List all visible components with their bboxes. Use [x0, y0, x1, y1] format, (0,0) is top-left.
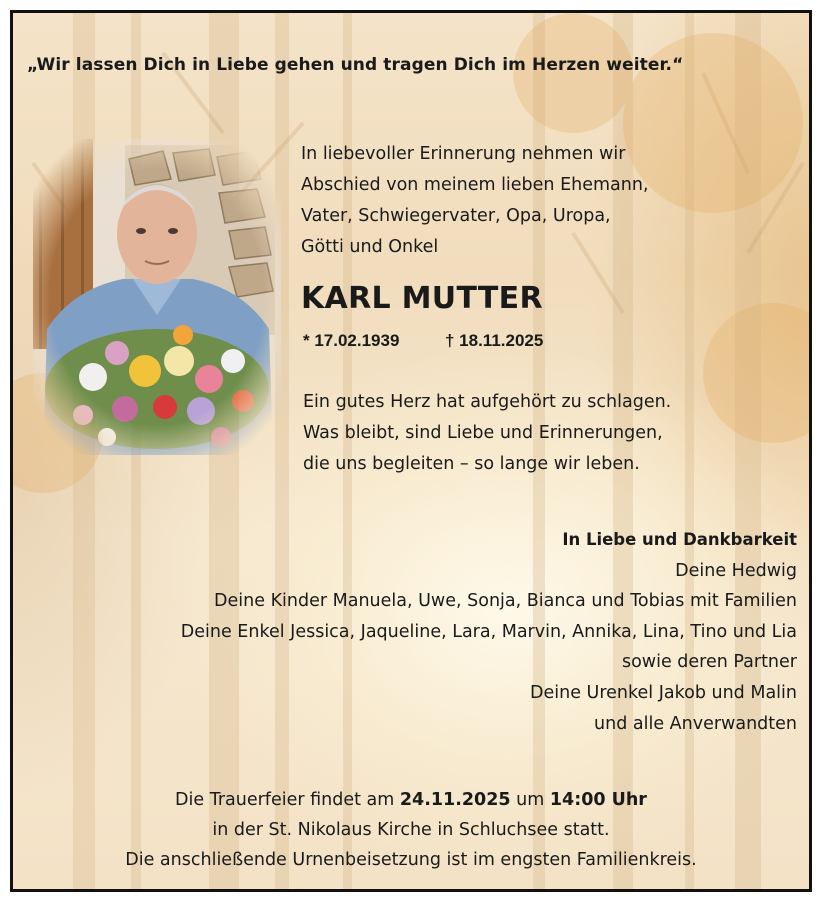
signer-line: Deine Enkel Jessica, Jaqueline, Lara, Marvin, Annika, Lina, Tino und Lia — [180, 621, 797, 642]
service-date: 24.11.2025 — [399, 790, 511, 810]
heart-line: Ein gutes Herz hat aufgehört zu schlagen. — [303, 392, 672, 412]
heart-line: Was bleibt, sind Liebe und Erinnerungen, — [303, 423, 663, 443]
birth-date: * 17.02.1939 — [303, 331, 400, 350]
signer-line: und alle Anverwandten — [594, 713, 797, 734]
memorial-quote: „Wir lassen Dich in Liebe gehen und tragen Dich im Herzen weiter.“ — [27, 55, 684, 75]
funeral-service-info — [13, 785, 809, 875]
heart-line: die uns begleiten – so lange wir leben. — [303, 454, 640, 474]
service-text: Die Trauerfeier findet am — [175, 790, 400, 810]
service-line-1 — [13, 785, 809, 815]
service-text: um — [510, 790, 550, 810]
intro-line: Vater, Schwiegervater, Opa, Uropa, — [301, 206, 611, 226]
intro-line: Götti und Onkel — [301, 237, 439, 257]
intro-line: Abschied von meinem lieben Ehemann, — [301, 175, 649, 195]
intro-line: In liebevoller Erinnerung nehmen wir — [301, 144, 626, 164]
service-time: 14:00 Uhr — [549, 790, 647, 810]
signer-line: sowie deren Partner — [621, 652, 797, 673]
signer-line: Deine Urenkel Jakob und Malin — [530, 682, 797, 703]
signer-line: Deine Hedwig — [675, 560, 797, 581]
mourners-list — [181, 525, 797, 739]
signoff-heading: In Liebe und Dankbarkeit — [562, 530, 797, 549]
heart-text — [303, 387, 671, 480]
service-line-2: in der St. Nikolaus Kirche in Schluchsee statt. — [212, 820, 610, 840]
obituary-card — [10, 10, 812, 892]
deceased-name: KARL MUTTER — [301, 281, 543, 316]
signer-line: Deine Kinder Manuela, Uwe, Sonja, Bianca und Tobias mit Familien — [214, 591, 797, 612]
service-line-3: Die anschließende Urnenbeisetzung ist im engsten Familienkreis. — [125, 850, 697, 870]
intro-text — [301, 139, 649, 263]
death-date: † 18.11.2025 — [445, 331, 544, 350]
portrait-photo — [33, 139, 281, 455]
